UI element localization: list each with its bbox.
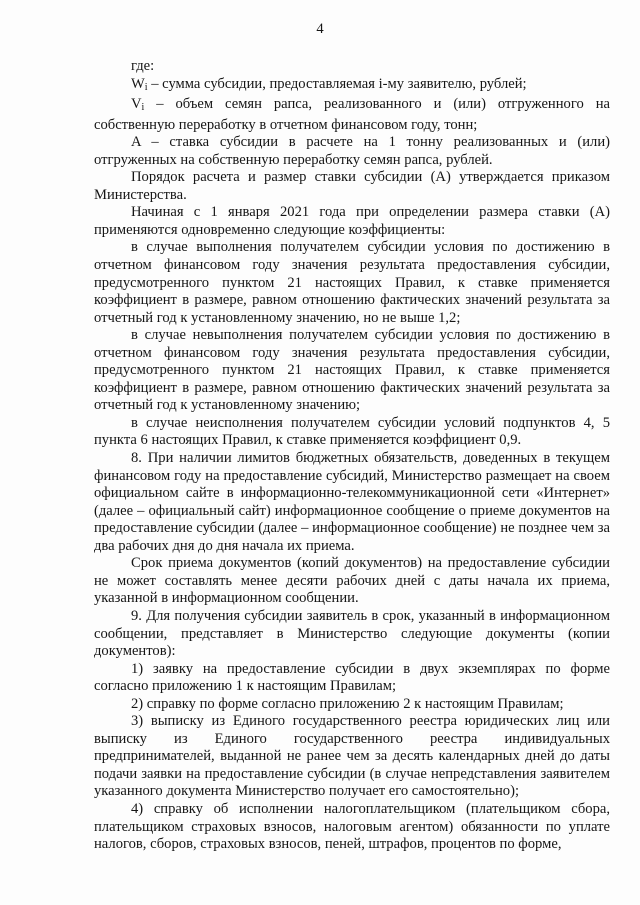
v-subscript: i [141, 102, 145, 114]
paragraph-section-9: 9. Для получения субсидии заявитель в срок, указанный в информационном сообщении, представляет в Министерство следующие документы (копии документов): [94, 607, 610, 660]
v-definition-text: – объем семян рапса, реализованного и (или) отгруженного на собственную переработку в отчетном финансовом году, тонн; [94, 96, 610, 133]
list-item-2: 2) справку по форме согласно приложению 2 к настоящим Правилам; [131, 695, 564, 712]
document-body [94, 58, 610, 854]
v-symbol: V [131, 96, 142, 113]
paragraph-coefficient-not-fulfilled: в случае невыполнения получателем субсидии условия по достижению в отчетном финансовом году значения результата предоставления субсидии, предусмотренного пунктом 21 настоящих Правил, к ставке применяется коэффициент в размере, равном отношению фактических значений результата за отчетный год к установленному значению; [94, 327, 610, 414]
paragraph-w-definition [94, 76, 610, 97]
w-definition-text: – сумма субсидии, предоставляемая i-му заявителю, рублей; [147, 75, 527, 92]
w-symbol: W [131, 75, 145, 92]
paragraph-coefficient-fulfilled: в случае выполнения получателем субсидии условия по достижению в отчетном финансовом году значения результата предоставления субсидии, предусмотренного пунктом 21 настоящих Правил, к ставке применяется коэффициент в размере, равном отношению фактических значений результата за отчетный год к установленному значению, но не выше 1,2; [94, 239, 610, 326]
paragraph-a-definition: A – ставка субсидии в расчете на 1 тонну реализованных и (или) отгруженных на собственную переработку семян рапса, рублей. [94, 134, 610, 168]
list-item-3: 3) выписку из Единого государственного реестра юридических лиц или выписку из Единого государственного реестра индивидуальных предпринимателей, выданной не ранее чем за десять календарных дней до даты подачи заявки на предоставление субсидии (в случае непредставления заявителем указанного документа Министерство получает его самостоятельно); [94, 713, 610, 800]
w-subscript: i [144, 81, 148, 93]
list-item-4: 4) справку об исполнении налогоплательщиком (плательщиком сбора, плательщиком страховых взносов, налоговым агентом) обязанности по уплате налогов, сборов, страховых взносов, пеней, штрафов, процентов по форме, [94, 800, 610, 853]
paragraph-section-8: 8. При наличии лимитов бюджетных обязательств, доведенных в текущем финансовом году на предоставление субсидий, Министерство размещает на своем официальном сайте в информационно-телекоммуникационной сети «Интернет» (далее – официальный сайт) информационное сообщение о приеме документов на предоставление субсидии (далее – информационное сообщение) не позднее чем за два рабочих дня до дня начала их приема. [94, 450, 610, 554]
paragraph-where: где: [131, 58, 155, 74]
paragraph-coefficient-non-compliance: в случае неисполнения получателем субсидии условий подпунктов 4, 5 пункта 6 настоящих Правил, к ставке применяется коэффициент 0,9. [94, 414, 610, 449]
paragraph-coefficients-intro: Начиная с 1 января 2021 года при определении размера ставки (A) применяются одновременно следующие коэффициенты: [94, 204, 610, 238]
list-item-1: 1) заявку на предоставление субсидии в двух экземплярах по форме согласно приложению 1 к настоящим Правилам; [94, 660, 610, 695]
page-number: 4 [316, 21, 324, 37]
paragraph-v-definition [94, 96, 610, 134]
paragraph-rate-order: Порядок расчета и размер ставки субсидии (A) утверждается приказом Министерства. [94, 169, 610, 203]
paragraph-acceptance-period: Срок приема документов (копий документов) на предоставление субсидии не может составлять менее десяти рабочих дней с даты начала их приема, указанной в информационном сообщении. [94, 555, 610, 607]
